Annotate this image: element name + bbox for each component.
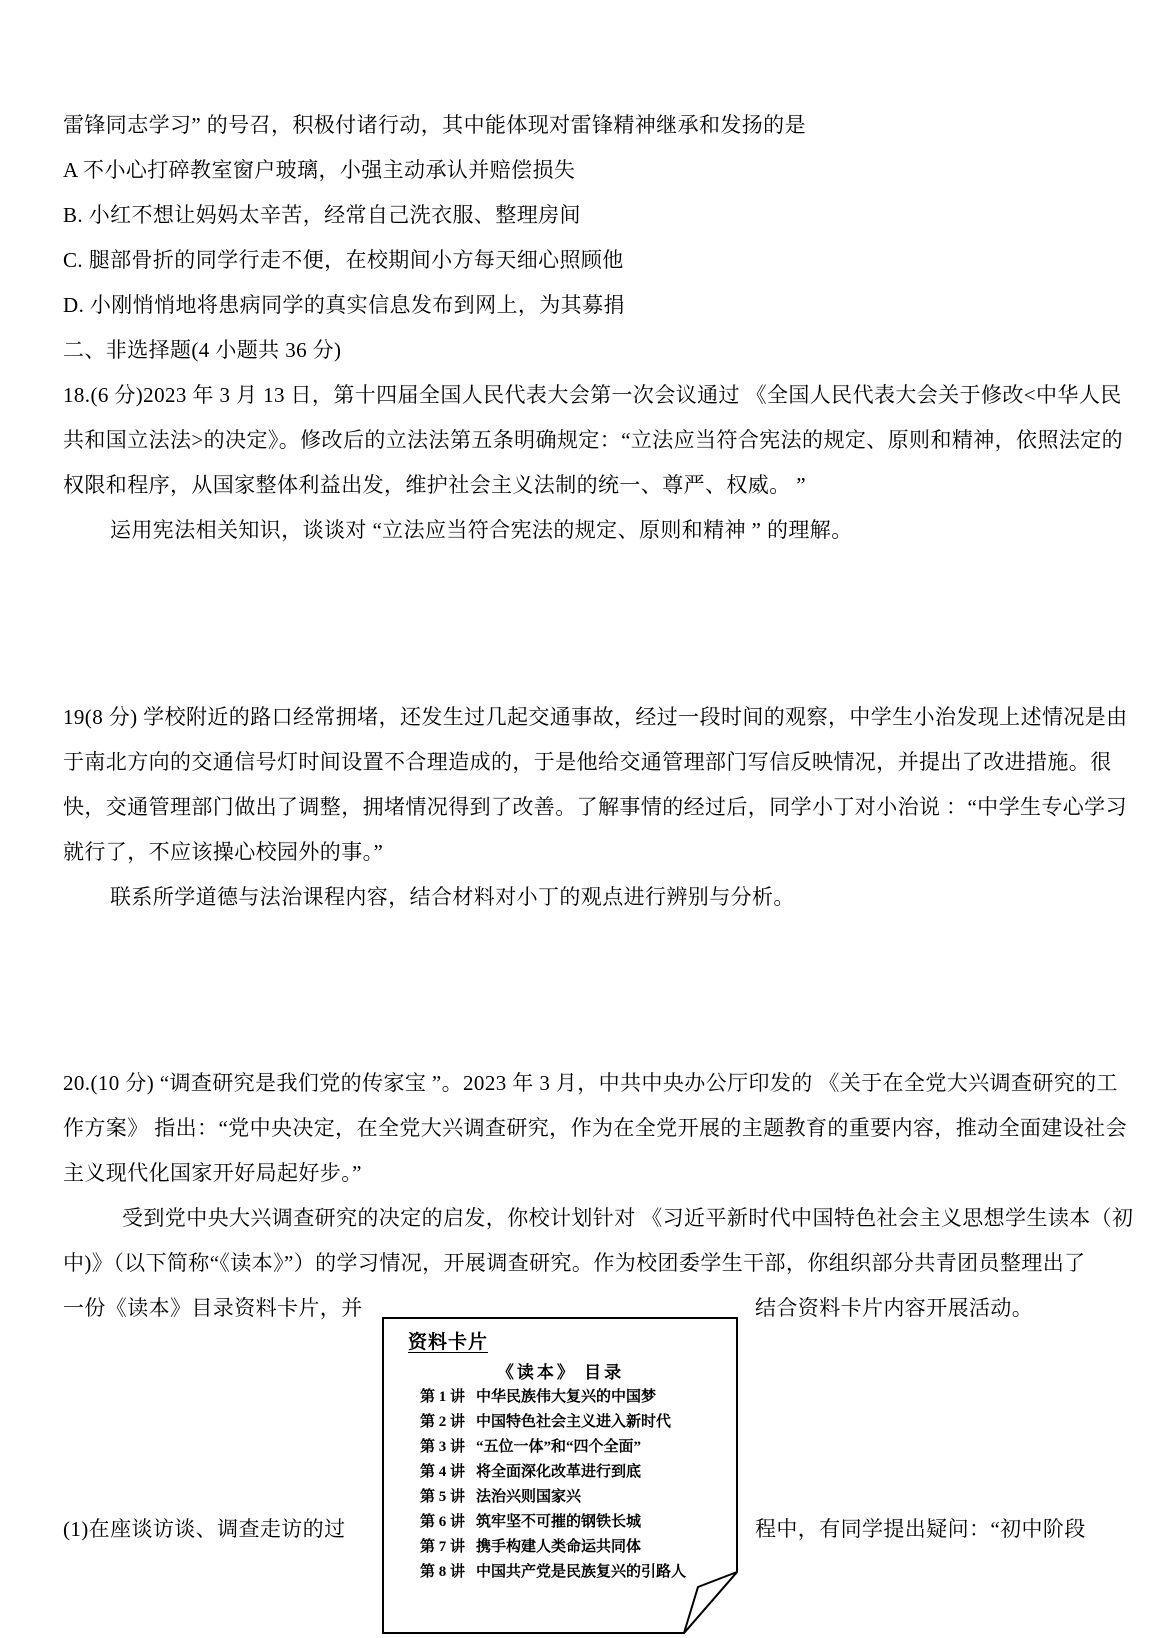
entry-number: 第 3 讲 (420, 1439, 466, 1455)
q20-line-2: 作方案》 指出：“党中央决定，在全党大兴调查研究，作为在全党开展的主题教育的重要内容，推动全面建设社会 (63, 1116, 1127, 1140)
card-subtitle: 《读本》 目录 (496, 1363, 625, 1382)
q18-line-1: 18.(6 分)2023 年 3 月 13 日，第十四届全国人民代表大会第一次会议通过 《全国人民代表大会关于修改<中华人民 (63, 383, 1122, 407)
material-card (382, 1317, 739, 1635)
card-entry-list (420, 1385, 686, 1585)
q20-sub1-right: 程中，有同学提出疑问：“初中阶段 (755, 1517, 1086, 1541)
card-entry (420, 1410, 686, 1435)
q20-sub1-left: (1)在座谈访谈、调查走访的过 (63, 1517, 346, 1541)
card-entry (420, 1485, 686, 1510)
entry-number: 第 1 讲 (420, 1389, 466, 1405)
entry-title: “五位一体”和“四个全面” (476, 1439, 642, 1455)
q17-stem-tail: 雷锋同志学习” 的号召，积极付诸行动，其中能体现对雷锋精神继承和发扬的是 (63, 113, 806, 137)
q19-line-3: 快，交通管理部门做出了调整，拥堵情况得到了改善。了解事情的经过后，同学小丁对小治说 ：“中学生专心学习 (63, 795, 1127, 819)
card-entry (420, 1560, 686, 1585)
entry-title: 携手构建人类命运共同体 (476, 1539, 642, 1555)
entry-number: 第 8 讲 (420, 1564, 466, 1580)
q19-line-4: 就行了，不应该操心校园外的事。” (63, 840, 384, 864)
card-title: 资料卡片 (408, 1332, 489, 1353)
q19-line-2: 于南北方向的交通信号灯时间设置不合理造成的，于是他给交通管理部门写信反映情况，并提出了改进措施。很 (63, 750, 1112, 774)
q18-line-2: 共和国立法法>的决定》。修改后的立法法第五条明确规定：“立法应当符合宪法的规定、原则和精神，依照法定的 (63, 428, 1124, 452)
q18-line-3: 权限和程序，从国家整体利益出发，维护社会主义法制的统一、尊严、权威。 ” (63, 473, 806, 497)
entry-number: 第 4 讲 (420, 1464, 466, 1480)
card-entry (420, 1535, 686, 1560)
entry-number: 第 2 讲 (420, 1414, 466, 1430)
q20-wrap-left: 一份《读本》目录资料卡片，并 (63, 1296, 363, 1320)
entry-number: 第 5 讲 (420, 1489, 466, 1505)
q18-task: 运用宪法相关知识，谈谈对 “立法应当符合宪法的规定、原则和精神 ” 的理解。 (110, 518, 853, 542)
q17-option-b: B. 小红不想让妈妈太辛苦，经常自己洗衣服、整理房间 (63, 203, 581, 227)
card-entry (420, 1460, 686, 1485)
entry-title: 中华民族伟大复兴的中国梦 (476, 1389, 657, 1405)
card-entry (420, 1385, 686, 1410)
entry-number: 第 7 讲 (420, 1539, 466, 1555)
q19-task: 联系所学道德与法治课程内容，结合材料对小丁的观点进行辨别与分析。 (110, 885, 795, 909)
entry-title: 法治兴则国家兴 (476, 1489, 582, 1505)
q17-option-c: C. 腿部骨折的同学行走不便，在校期间小方每天细心照顾他 (63, 248, 624, 272)
q20-line-5: 中)》（以下简称“《读本》”）的学习情况，开展调查研究。作为校团委学生干部，你组织部分共青团员整理出了 (63, 1251, 1086, 1275)
section2-heading: 二、非选择题(4 小题共 36 分) (63, 338, 342, 362)
card-entry (420, 1510, 686, 1535)
card-entry (420, 1435, 686, 1460)
entry-number: 第 6 讲 (420, 1514, 466, 1530)
q20-line-4: 受到党中央大兴调查研究的决定的启发，你校计划针对 《习近平新时代中国特色社会主义思想学生读本（初 (122, 1206, 1134, 1230)
q17-option-a: A 不小心打碎教室窗户玻璃，小强主动承认并赔偿损失 (63, 158, 576, 182)
entry-title: 中国特色社会主义进入新时代 (476, 1414, 672, 1430)
q19-line-1: 19(8 分) 学校附近的路口经常拥堵，还发生过几起交通事故，经过一段时间的观察，中学生小治发现上述情况是由 (63, 705, 1128, 729)
q20-wrap-right: 结合资料卡片内容开展活动。 (755, 1296, 1034, 1320)
q20-line-3: 主义现代化国家开好局起好步。” (63, 1161, 362, 1185)
q20-line-1: 20.(10 分) “调查研究是我们党的传家宝 ”。2023 年 3 月，中共中央办公厅印发的 《关于在全党大兴调查研究的工 (63, 1071, 1118, 1095)
entry-title: 筑牢坚不可摧的钢铁长城 (476, 1514, 642, 1530)
entry-title: 将全面深化改革进行到底 (476, 1464, 642, 1480)
q17-option-d: D. 小刚悄悄地将患病同学的真实信息发布到网上，为其募捐 (63, 293, 625, 317)
entry-title: 中国共产党是民族复兴的引路人 (476, 1564, 687, 1580)
